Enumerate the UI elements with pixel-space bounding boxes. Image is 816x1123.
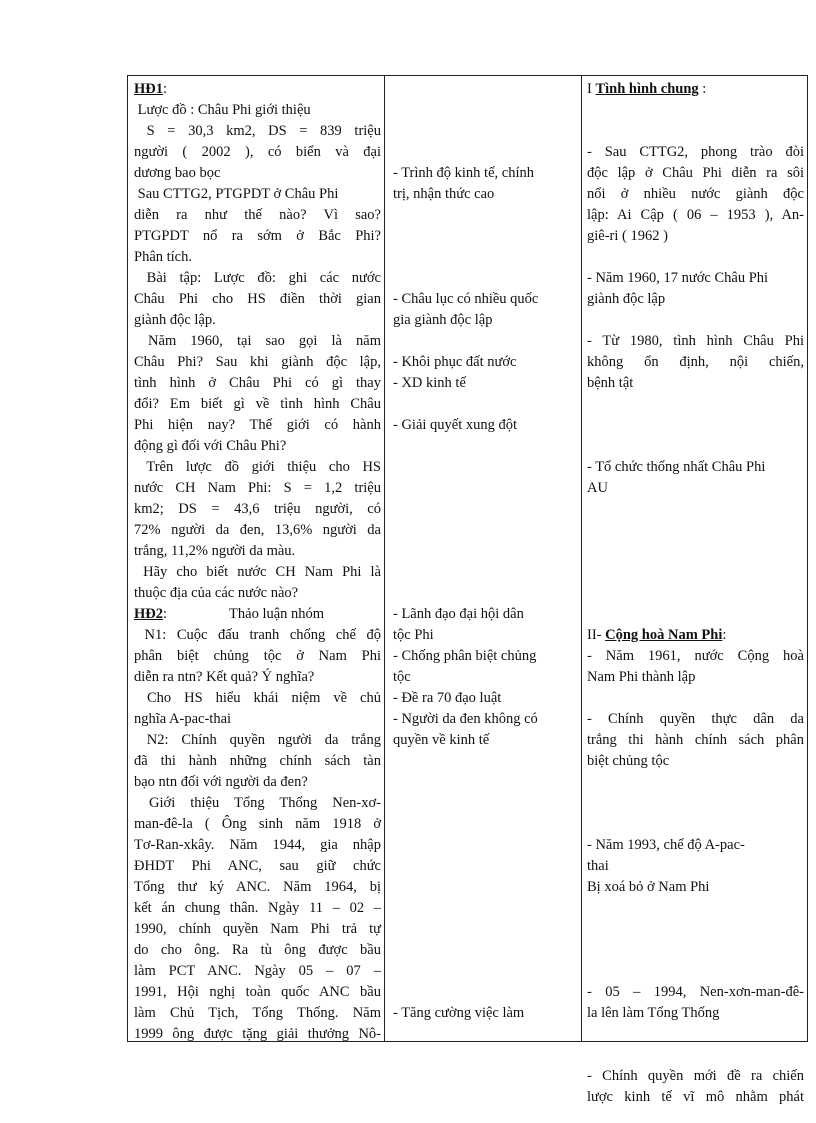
hd2-heading-line: HĐ2: Thảo luận nhóm xyxy=(134,606,325,622)
answer-line: - Châu lục có nhiều quốc xyxy=(393,291,539,307)
content-line: lược kinh tế vĩ mô nhằm phát xyxy=(587,1089,804,1105)
text-line: 1990, chính quyền Nam Phi trả tự xyxy=(134,921,381,937)
content-line: thai xyxy=(587,858,609,874)
text-line: diễn ra như thế nào? Vì sao? xyxy=(134,207,381,223)
section-2-number: II- xyxy=(587,627,602,643)
text-line: nước CH Nam Phi: S = 1,2 triệu xyxy=(134,480,381,496)
content-line: - Chính quyền mới đề ra chiến xyxy=(587,1068,804,1084)
answer-line: trị, nhận thức cao xyxy=(393,186,495,202)
answer-line: - Khôi phục đất nước xyxy=(393,354,517,370)
content-line: giành độc lập xyxy=(587,291,666,307)
text-line: phân biệt chủng tộc ở Nam Phi xyxy=(134,648,381,664)
text-line: giành độc lập. xyxy=(134,312,216,328)
content-line: Bị xoá bỏ ở Nam Phi xyxy=(587,879,710,895)
text-line: Trên lược đồ giới thiệu cho HS xyxy=(134,459,381,475)
hd1-heading: HĐ1 xyxy=(134,81,163,97)
text-line: Giới thiệu Tổng Thống Nen-xơ- xyxy=(134,795,381,811)
text-line: đổi? Em biết gì về tình hình Châu xyxy=(134,396,381,412)
answer-line: - Giải quyết xung đột xyxy=(393,417,518,433)
section-2-heading xyxy=(587,625,804,646)
hd2-heading: HĐ2 xyxy=(134,606,163,622)
answer-line: quyền về kinh tế xyxy=(393,732,490,748)
text-line: ĐHDT Phi ANC, sau giữ chức xyxy=(134,858,381,874)
content-line: - Từ 1980, tình hình Châu Phi xyxy=(587,333,804,349)
text-line: Châu Phi cho HS điền thời gian xyxy=(134,291,381,307)
content-line: - Năm 1961, nước Cộng hoà xyxy=(587,648,804,664)
text-line: Cho HS hiểu khái niệm về chủ xyxy=(134,690,381,706)
answer-line: - Trình độ kinh tế, chính xyxy=(393,165,534,181)
section-1-number: I xyxy=(587,81,592,97)
content-line: - Năm 1960, 17 nước Châu Phi xyxy=(587,270,769,286)
text-line: làm Chủ Tịch, Tổng Thống. Năm xyxy=(134,1005,381,1021)
answer-line: - Tăng cường việc làm xyxy=(393,1005,525,1021)
content-line: - Tổ chức thống nhất Châu Phi xyxy=(587,459,766,475)
text-line: nghĩa A-pac-thai xyxy=(134,711,232,727)
answer-line: - XD kinh tế xyxy=(393,375,466,391)
section-2-title: Cộng hoà Nam Phi xyxy=(605,627,723,643)
answer-line: - Chống phân biệt chủng xyxy=(393,648,537,664)
text-line: S = 30,3 km2, DS = 839 triệu xyxy=(134,123,381,139)
text-line: trắng, 11,2% người da màu. xyxy=(134,543,296,559)
section-2-suffix: : xyxy=(722,627,727,643)
discussion-label: Thảo luận nhóm xyxy=(229,606,325,622)
content-line: nổi ở nhiều nước giành độc xyxy=(587,186,804,202)
text-line: 72% người da đen, 13,6% người da xyxy=(134,522,381,538)
answer-line: tộc Phi xyxy=(393,627,434,643)
text-line: động gì đối với Châu Phi? xyxy=(134,438,287,454)
content-line: giê-ri ( 1962 ) xyxy=(587,228,668,244)
content-line: lập: Ai Cập ( 06 – 1953 ), An- xyxy=(587,207,804,223)
text-line: Phân tích. xyxy=(134,249,192,265)
text-line: người ( 2002 ), có biển và đại xyxy=(134,144,381,160)
content-line: bệnh tật xyxy=(587,375,634,391)
text-line: Sau CTTG2, PTGPDT ở Châu Phi xyxy=(134,186,339,202)
content-line: không ổn định, nội chiến, xyxy=(587,354,804,370)
answer-line: - Lãnh đạo đại hội dân xyxy=(393,606,524,622)
text-line: làm PCT ANC. Ngày 05 – 07 – xyxy=(134,963,381,979)
content-line: - Chính quyền thực dân da xyxy=(587,711,804,727)
text-line: dương bao bọc xyxy=(134,165,221,181)
text-line: N1: Cuộc đấu tranh chống chế độ xyxy=(134,627,381,643)
content-line: độc lập ở Châu Phi diễn ra sôi xyxy=(587,165,804,181)
text-line: Hãy cho biết nước CH Nam Phi là xyxy=(134,564,381,580)
text-line: kết án chung thân. Ngày 11 – 02 – xyxy=(134,900,381,916)
answers-column xyxy=(385,76,581,1041)
text-line: Tổng thư ký ANC. Năm 1964, bị xyxy=(134,879,381,895)
content-line: Nam Phi thành lập xyxy=(587,669,696,685)
activities-column xyxy=(128,76,384,1041)
text-line: man-đê-la ( Ông sinh năm 1918 ở xyxy=(134,816,381,832)
content-line: AU xyxy=(587,480,608,496)
section-1-title: Tình hình chung xyxy=(595,81,699,97)
text-line: diễn ra ntn? Kết quả? Ý nghĩa? xyxy=(134,669,315,685)
content-line: trắng thi hành chính sách phân xyxy=(587,732,804,748)
lesson-table xyxy=(127,75,808,1105)
hd1-heading-line: HĐ1: xyxy=(134,81,168,97)
text-line: Châu Phi? Sau khi giành độc lập, xyxy=(134,354,381,370)
section-1-suffix: : xyxy=(698,81,707,97)
text-line: Tơ-Ran-xkây. Năm 1944, gia nhập xyxy=(134,837,381,853)
text-line: PTGPDT nổ ra sớm ở Bắc Phi? xyxy=(134,228,381,244)
content-line: la lên làm Tổng Thống xyxy=(587,1005,720,1021)
text-line: tình hình ở Châu Phi có gì thay xyxy=(134,375,381,391)
section-1-heading xyxy=(587,79,804,100)
answer-line: tộc xyxy=(393,669,411,685)
text-line: thuộc địa của các nước nào? xyxy=(134,585,299,601)
text-line: 1999 ông được tặng giải thưởng Nô- xyxy=(134,1026,381,1042)
text-line: đã thi hành những chính sách tàn xyxy=(134,753,381,769)
text-line: Lược đồ : Châu Phi giới thiệu xyxy=(134,102,311,118)
content-line: - Năm 1993, chế độ A-pac- xyxy=(587,837,745,853)
content-line: biệt chủng tộc xyxy=(587,753,670,769)
content-column xyxy=(582,76,808,1105)
content-line: - 05 – 1994, Nen-xơn-man-đê- xyxy=(587,984,804,1000)
text-line: Bài tập: Lược đồ: ghi các nước xyxy=(134,270,381,286)
content-line: - Sau CTTG2, phong trào đòi xyxy=(587,144,804,160)
text-line: Năm 1960, tại sao gọi là năm xyxy=(134,333,381,349)
text-line: km2; DS = 43,6 triệu người, có xyxy=(134,501,381,517)
answer-line: - Đề ra 70 đạo luật xyxy=(393,690,502,706)
text-line: 1991, Hội nghị toàn quốc ANC bầu xyxy=(134,984,381,1000)
text-line: Phi hiện nay? Thế giới có hành xyxy=(134,417,381,433)
text-line: do cho ông. Ra tù ông được bầu xyxy=(134,942,381,958)
answer-line: gia giành độc lập xyxy=(393,312,493,328)
answer-line: - Người da đen không có xyxy=(393,711,538,727)
text-line: bạo ntn đối với người da đen? xyxy=(134,774,308,790)
text-line: N2: Chính quyền người da trắng xyxy=(134,732,381,748)
